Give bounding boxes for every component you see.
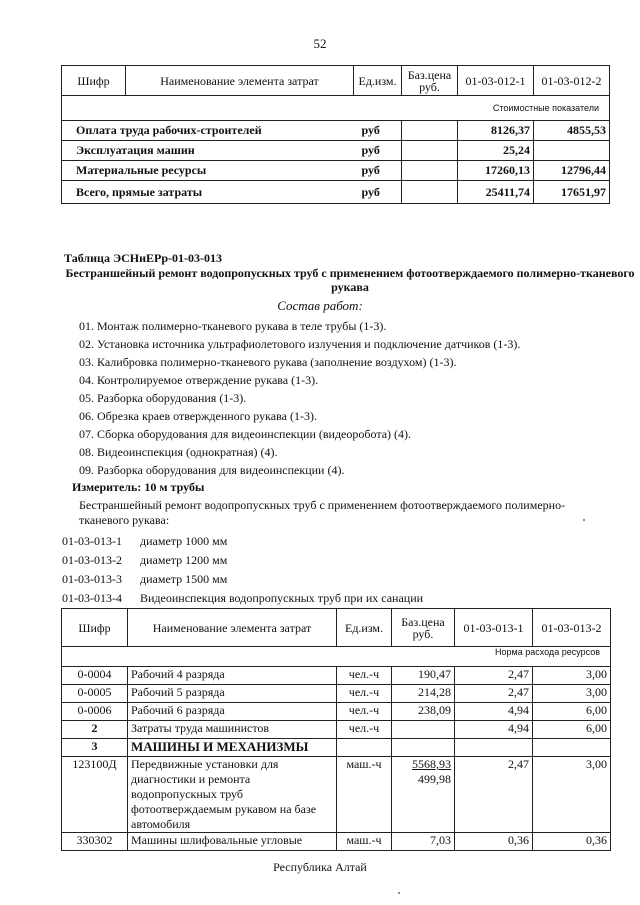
table-subtitle: Бестраншейный ремонт водопропускных труб с применением фотоотверждаемого полимерно-тканевого рукава xyxy=(65,266,635,294)
table-row xyxy=(62,161,610,181)
variant-text: диаметр 1500 мм xyxy=(140,572,228,586)
row-value-2: 6,00 xyxy=(533,721,611,739)
row-name: Машины шлифовальные угловые xyxy=(128,833,337,851)
row-unit: маш.-ч xyxy=(337,757,392,833)
variant-text: Видеоинспекция водопропускных труб при их санации xyxy=(140,591,424,605)
row-value-2 xyxy=(534,141,610,161)
cost-indicators-table xyxy=(61,65,610,204)
row-price: 190,47 xyxy=(392,667,455,685)
variant-code: 01-03-013-4 xyxy=(62,591,122,605)
meter-label: Измеритель: 10 м трубы xyxy=(72,480,205,494)
row-price: 7,03 xyxy=(392,833,455,851)
row-value-2: 3,00 xyxy=(533,667,611,685)
footer-region: Республика Алтай xyxy=(273,860,367,874)
header-code: Шифр xyxy=(62,609,128,647)
list-item xyxy=(62,532,423,551)
list-item: 05. Разборка оборудования (1-3). xyxy=(79,391,247,405)
row-price xyxy=(392,721,455,739)
list-item xyxy=(62,551,423,570)
variant-code: 01-03-013-2 xyxy=(62,553,122,567)
row-value-1: 4,94 xyxy=(455,703,533,721)
row-name: Рабочий 6 разряда xyxy=(128,703,337,721)
table-row xyxy=(62,121,610,141)
units-label: Норма расхода ресурсов xyxy=(62,647,611,667)
row-code: 3 xyxy=(62,739,128,757)
units-label: Стоимостные показатели xyxy=(62,96,610,121)
list-item: 03. Калибровка полимерно-тканевого рукава (заполнение воздухом) (1-3). xyxy=(79,355,457,369)
page-number: 52 xyxy=(313,36,327,51)
row-unit: руб xyxy=(354,121,402,141)
table-row xyxy=(62,757,611,833)
header-unit: Ед.изм. xyxy=(337,609,392,647)
description: Бестраншейный ремонт водопропускных труб с применением фотоотверждаемого полимерно-тканевого рукава: xyxy=(79,498,566,527)
section-title: МАШИНЫ И МЕХАНИЗМЫ xyxy=(128,739,337,757)
table-row xyxy=(62,667,611,685)
row-price xyxy=(392,757,455,833)
composition-label: Состав работ: xyxy=(277,298,363,313)
row-name: Материальные ресурсы xyxy=(62,161,354,181)
list-item: 07. Сборка оборудования для видеоинспекции (видеоробота) (4). xyxy=(79,427,412,441)
table-row xyxy=(62,703,611,721)
variant-code: 01-03-013-3 xyxy=(62,572,122,586)
header-unit: Ед.изм. xyxy=(354,66,402,96)
row-value-1: 4,94 xyxy=(455,721,533,739)
table-row xyxy=(62,833,611,851)
header-col-1: 01-03-013-1 xyxy=(455,609,533,647)
row-value-1: 25411,74 xyxy=(458,181,534,204)
row-value-1: 25,24 xyxy=(458,141,534,161)
row-price-2: 499,98 xyxy=(418,772,451,786)
header-name: Наименование элемента затрат xyxy=(128,609,337,647)
list-item: 09. Разборка оборудования для видеоинспекции (4). xyxy=(79,463,345,477)
header-col-2: 01-03-012-2 xyxy=(534,66,610,96)
header-code: Шифр xyxy=(62,66,126,96)
row-value-1: 2,47 xyxy=(455,757,533,833)
table-header-row xyxy=(62,609,611,647)
row-name: Эксплуатация машин xyxy=(62,141,354,161)
row-name: Рабочий 5 разряда xyxy=(128,685,337,703)
row-code: 0-0005 xyxy=(62,685,128,703)
row-code: 0-0004 xyxy=(62,667,128,685)
list-item: 02. Установка источника ультрафиолетового излучения и подключение датчиков (1-3). xyxy=(79,337,521,351)
row-value-2: 3,00 xyxy=(533,685,611,703)
row-value-1: 2,47 xyxy=(455,685,533,703)
variants-list xyxy=(62,532,423,608)
row-unit: руб xyxy=(354,161,402,181)
row-value-1: 8126,37 xyxy=(458,121,534,141)
variant-code: 01-03-013-1 xyxy=(62,534,122,548)
row-name: Рабочий 4 разряда xyxy=(128,667,337,685)
list-item: 04. Контролируемое отверждение рукава (1-3). xyxy=(79,373,319,387)
row-unit: руб xyxy=(354,141,402,161)
row-code: 330302 xyxy=(62,833,128,851)
table-title: Таблица ЭСНиЕРр-01-03-013 xyxy=(64,251,223,265)
variant-text: диаметр 1200 мм xyxy=(140,553,228,567)
row-value-2: 17651,97 xyxy=(534,181,610,204)
list-item: 01. Монтаж полимерно-тканевого рукава в теле трубы (1-3). xyxy=(79,319,387,333)
row-unit: чел.-ч xyxy=(337,721,392,739)
section-row xyxy=(62,739,611,757)
table-row xyxy=(62,141,610,161)
row-unit: руб xyxy=(354,181,402,204)
table-header-row xyxy=(62,66,610,96)
row-price: 214,28 xyxy=(392,685,455,703)
row-value-1: 17260,13 xyxy=(458,161,534,181)
list-item xyxy=(62,570,423,589)
list-item xyxy=(62,589,423,608)
row-value-1: 0,36 xyxy=(455,833,533,851)
table-row xyxy=(62,181,610,204)
header-base-price: Баз.цена руб. xyxy=(402,66,458,96)
row-value-2: 3,00 xyxy=(533,757,611,833)
row-value-2: 12796,44 xyxy=(534,161,610,181)
row-unit: чел.-ч xyxy=(337,667,392,685)
row-value-1: 2,47 xyxy=(455,667,533,685)
header-col-1: 01-03-012-1 xyxy=(458,66,534,96)
works-list xyxy=(79,317,520,479)
row-value-2: 4855,53 xyxy=(534,121,610,141)
list-item: 06. Обрезка краев отвержденного рукава (1-3). xyxy=(79,409,317,423)
row-value-2: 0,36 xyxy=(533,833,611,851)
scan-mark xyxy=(583,519,585,521)
row-unit: чел.-ч xyxy=(337,703,392,721)
row-name: Затраты труда машинистов xyxy=(128,721,337,739)
table-row xyxy=(62,721,611,739)
row-unit: маш.-ч xyxy=(337,833,392,851)
variant-text: диаметр 1000 мм xyxy=(140,534,228,548)
resource-norms-table xyxy=(61,608,611,851)
row-unit: чел.-ч xyxy=(337,685,392,703)
row-price: 238,09 xyxy=(392,703,455,721)
list-item: 08. Видеоинспекция (однократная) (4). xyxy=(79,445,278,459)
header-col-2: 01-03-013-2 xyxy=(533,609,611,647)
row-code: 0-0006 xyxy=(62,703,128,721)
row-price-1: 5568,93 xyxy=(412,757,451,771)
row-name: Передвижные установки для диагностики и ремонта водопропускных труб фотоотверждаемым рукавом на базе автомобиля xyxy=(128,757,337,833)
header-base-price: Баз.цена руб. xyxy=(392,609,455,647)
header-name: Наименование элемента затрат xyxy=(126,66,354,96)
row-name: Всего, прямые затраты xyxy=(62,181,354,204)
scan-mark xyxy=(398,892,400,894)
row-code: 2 xyxy=(62,721,128,739)
table-row xyxy=(62,685,611,703)
row-code: 123100Д xyxy=(62,757,128,833)
row-value-2: 6,00 xyxy=(533,703,611,721)
row-name: Оплата труда рабочих-строителей xyxy=(62,121,354,141)
